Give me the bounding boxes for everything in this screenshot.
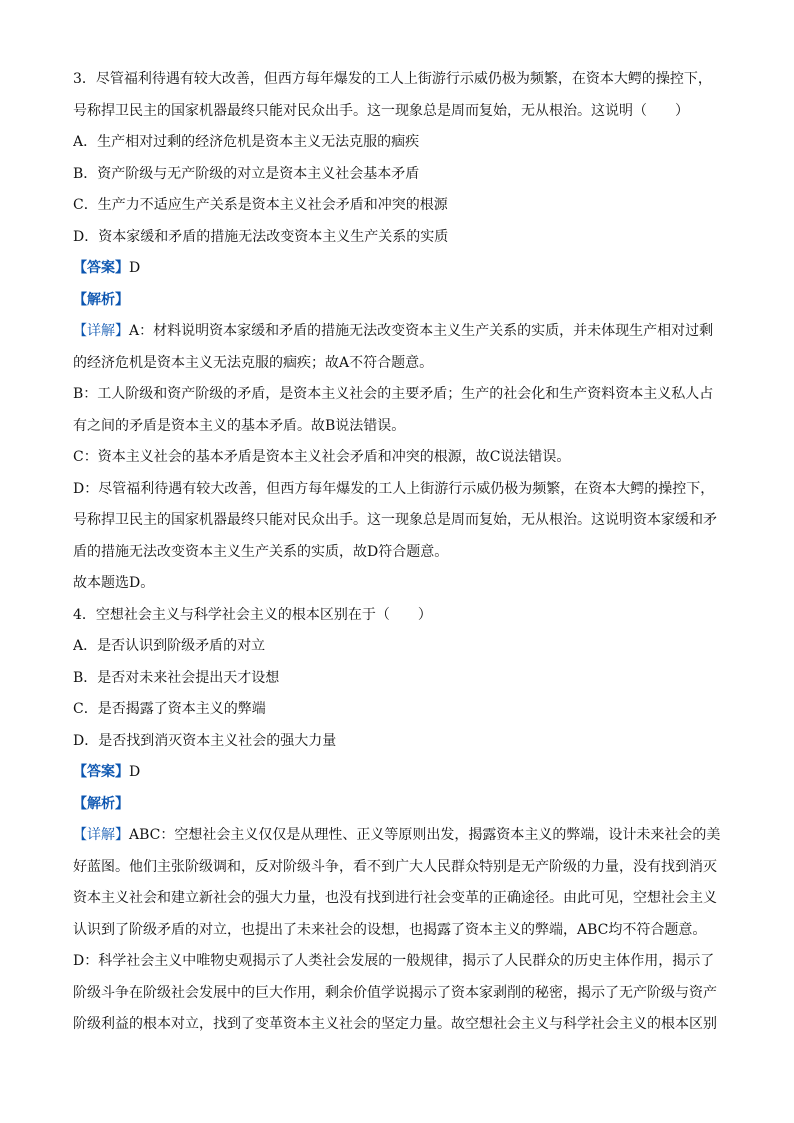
q4-detail-text-1: ABC：空想社会主义仅仅是从理性、正义等原则出发，揭露资本主义的弊端，设计未来社会的美	[129, 827, 721, 843]
q4-detail-line-4: 认识到了阶级矛盾的对立，也提出了未来社会的设想，也揭露了资本主义的弊端，ABC均不符合题意。	[73, 921, 707, 938]
q3-analysis-heading	[73, 285, 723, 317]
q3-option-d: D．资本家缓和矛盾的措施无法改变资本主义生产关系的实质	[73, 228, 449, 245]
q3-detail-tag: 【详解】	[73, 323, 129, 339]
q3-stem-line-2: 号称捍卫民主的国家机器最终只能对民众出手。这一现象总是周而复始，无从根治。这说明（ ）	[73, 102, 689, 119]
q4-option-a: A．是否认识到阶级矛盾的对立	[73, 638, 266, 654]
q3-detail-line-6: D：尽管福利待遇有较大改善，但西方每年爆发的工人上街游行示威仍极为频繁，在资本大鳄的操控下，	[73, 480, 715, 497]
q4-detail-line-6: 阶级斗争在阶级社会发展中的巨大作用，剩余价值学说揭示了资本家剥削的秘密，揭示了无产阶级与资产	[73, 984, 717, 1001]
q4-option-d: D．是否找到消灭资本主义社会的强大力量	[73, 732, 337, 749]
q4-detail-line-5: D：科学社会主义中唯物史观揭示了人类社会发展的一般规律，揭示了人民群众的历史主体作用，揭示了	[73, 953, 715, 969]
q4-stem-line-1: 4．空想社会主义与科学社会主义的根本区别在于（ ）	[73, 606, 432, 623]
q4-option-c: C．是否揭露了资本主义的弊端	[73, 701, 266, 717]
q4-detail-line-1	[73, 820, 723, 852]
q3-answer-tag: 【答案】	[73, 260, 129, 276]
q3-detail-line-2: 的经济危机是资本主义无法克服的痼疾；故A不符合题意。	[73, 354, 434, 371]
document-page	[73, 64, 723, 1041]
q4-analysis-tag: 【解析】	[73, 795, 129, 812]
q4-detail-tag: 【详解】	[73, 827, 129, 843]
q4-option-b: B．是否对未来社会提出天才设想	[73, 669, 280, 686]
q4-detail-line-3: 资本主义社会和建立新社会的强大力量，也没有找到进行社会变革的正确途径。由此可见，空想社会主义	[73, 890, 717, 906]
q3-stem-line-1: 3．尽管福利待遇有较大改善，但西方每年爆发的工人上街游行示威仍极为频繁，在资本大鳄的操控下，	[73, 71, 712, 87]
q3-answer-value: D	[129, 260, 141, 276]
q4-answer	[73, 757, 723, 789]
q4-detail-line-7: 阶级利益的根本对立，找到了变革资本主义社会的坚定力量。故空想社会主义与科学社会主义的根本区别	[73, 1016, 717, 1032]
q3-detail-line-4: 有之间的矛盾是资本主义的基本矛盾。故B说法错误。	[73, 417, 406, 434]
q4-answer-value: D	[129, 764, 141, 780]
q3-answer	[73, 253, 723, 285]
q3-conclusion: 故本题选D。	[73, 575, 155, 591]
q4-answer-tag: 【答案】	[73, 764, 129, 780]
q3-detail-line-7: 号称捍卫民主的国家机器最终只能对民众出手。这一现象总是周而复始，无从根治。这说明资本家缓和矛	[73, 512, 717, 528]
q3-detail-line-5: C：资本主义社会的基本矛盾是资本主义社会矛盾和冲突的根源，故C说法错误。	[73, 449, 571, 465]
q3-detail-line-1	[73, 316, 723, 348]
q4-detail-line-2: 好蓝图。他们主张阶级调和，反对阶级斗争，看不到广大人民群众特别是无产阶级的力量，没有找到消灭	[73, 858, 717, 875]
q4-analysis-heading	[73, 789, 723, 821]
q3-option-b: B．资产阶级与无产阶级的对立是资本主义社会基本矛盾	[73, 165, 420, 182]
q3-option-c: C．生产力不适应生产关系是资本主义社会矛盾和冲突的根源	[73, 197, 448, 213]
q3-detail-line-8: 盾的措施无法改变资本主义生产关系的实质，故D符合题意。	[73, 543, 449, 560]
q3-option-a: A．生产相对过剩的经济危机是资本主义无法克服的痼疾	[73, 134, 420, 150]
q3-analysis-tag: 【解析】	[73, 291, 129, 308]
q3-detail-line-3: B：工人阶级和资产阶级的矛盾，是资本主义社会的主要矛盾；生产的社会化和生产资料资本主义私人占	[73, 386, 714, 402]
q3-detail-text-1: A：材料说明资本家缓和矛盾的措施无法改变资本主义生产关系的实质，并未体现生产相对过剩	[129, 323, 714, 339]
